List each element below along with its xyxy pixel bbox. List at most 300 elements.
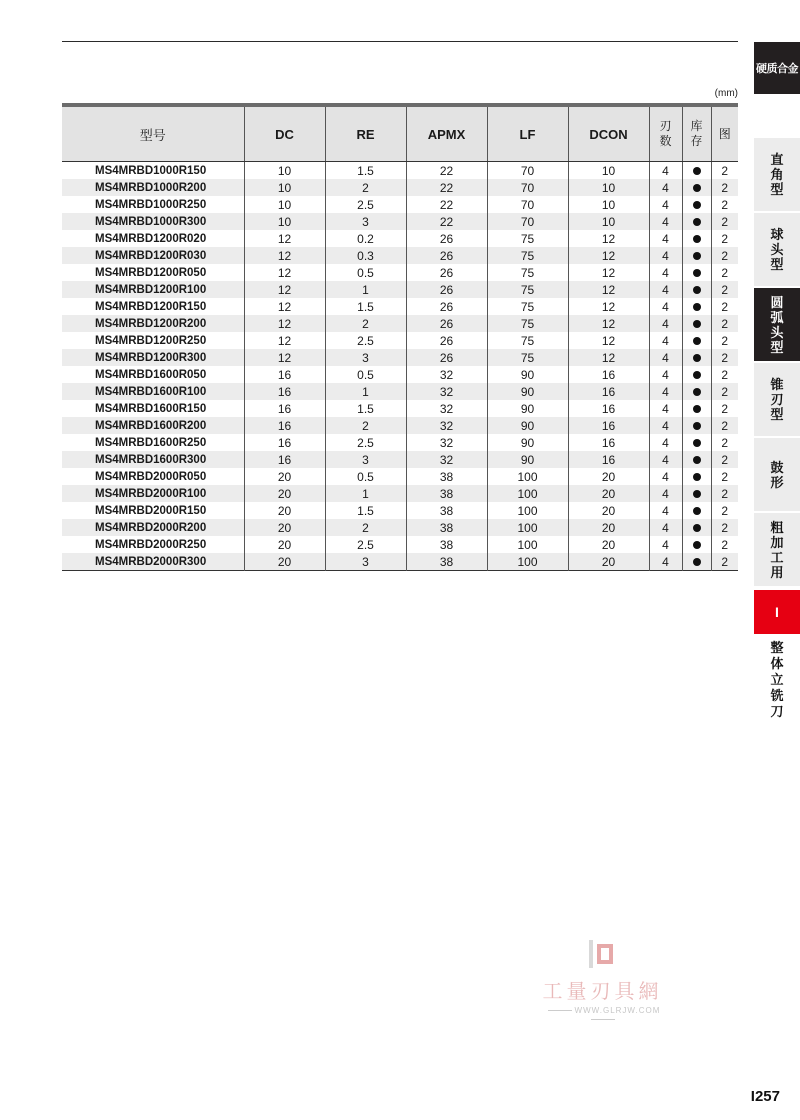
cell-dc: 16 [244,383,325,400]
cell-re: 3 [325,553,406,571]
cell-model: MS4MRBD2000R200 [62,519,244,536]
cell-re: 2.5 [325,196,406,213]
cell-fig: 2 [711,553,738,571]
cell-stock [682,162,711,180]
filled-circle-icon [693,167,701,175]
cell-dc: 12 [244,349,325,366]
cell-dc: 10 [244,179,325,196]
filled-circle-icon [693,303,701,311]
cell-fig: 2 [711,485,738,502]
watermark [530,940,675,1024]
cell-flutes: 4 [649,315,682,332]
cell-flutes: 4 [649,485,682,502]
cell-re: 1 [325,485,406,502]
filled-circle-icon [693,524,701,532]
cell-dc: 20 [244,553,325,571]
cell-model: MS4MRBD1600R050 [62,366,244,383]
cell-apmx: 22 [406,213,487,230]
cell-dcon: 12 [568,298,649,315]
cell-re: 2 [325,417,406,434]
top-rule [62,41,738,42]
filled-circle-icon [693,354,701,362]
header-apmx: APMX [406,105,487,162]
cell-dc: 16 [244,366,325,383]
filled-circle-icon [693,541,701,549]
cell-dc: 12 [244,315,325,332]
cell-dcon: 12 [568,264,649,281]
cell-model: MS4MRBD1200R150 [62,298,244,315]
table-row [62,349,738,366]
cell-re: 1.5 [325,298,406,315]
cell-flutes: 4 [649,349,682,366]
cell-lf: 100 [487,468,568,485]
cell-apmx: 26 [406,247,487,264]
cell-lf: 70 [487,162,568,180]
table-row [62,536,738,553]
section-letter-tab[interactable]: I [754,590,800,634]
cell-stock [682,400,711,417]
cell-fig: 2 [721,231,729,246]
cell-lf: 75 [487,264,568,281]
cell-model: MS4MRBD2000R100 [62,485,244,502]
sidebar-category-4[interactable] [754,438,800,513]
cell-dcon: 16 [568,383,649,400]
cell-stock [682,298,711,315]
cell-stock [682,366,711,383]
cell-re: 2.5 [325,536,406,553]
cell-dcon: 12 [568,332,649,349]
sidebar-category-label: 鼓形 [770,459,784,490]
cell-re: 3 [325,451,406,468]
cell-apmx: 26 [406,315,487,332]
cell-lf: 100 [487,519,568,536]
table-row [62,383,738,400]
cell-dcon: 10 [568,179,649,196]
cell-stock [682,417,711,434]
cell-fig: 2 [721,435,729,450]
table-row [62,502,738,519]
cell-apmx: 26 [406,298,487,315]
cell-stock [682,485,711,502]
cell-stock [682,383,711,400]
cell-apmx: 22 [406,196,487,213]
table-row [62,264,738,281]
cell-fig: 2 [721,367,729,382]
table-row [62,281,738,298]
cell-apmx: 32 [406,383,487,400]
cell-fig: 2 [711,281,738,298]
cell-flutes: 4 [649,179,682,196]
cell-dcon: 20 [568,468,649,485]
cell-flutes: 4 [649,298,682,315]
cell-fig: 2 [711,247,738,264]
cell-model: MS4MRBD1200R100 [62,281,244,298]
cell-lf: 100 [487,502,568,519]
cell-dc: 12 [244,247,325,264]
filled-circle-icon [693,490,701,498]
filled-circle-icon [693,405,701,413]
cell-re: 1 [325,383,406,400]
cell-flutes: 4 [649,400,682,417]
cell-stock [682,536,711,553]
cell-fig: 2 [721,163,729,178]
sidebar-category-label: 粗加工用 [770,519,784,580]
filled-circle-icon [693,473,701,481]
cell-dcon: 10 [568,162,649,180]
cell-re: 0.5 [325,468,406,485]
cell-model: MS4MRBD2000R050 [62,468,244,485]
cell-fig: 2 [721,537,729,552]
cell-flutes: 4 [649,451,682,468]
cell-dc: 10 [244,213,325,230]
cell-model: MS4MRBD1200R030 [62,247,244,264]
cell-apmx: 38 [406,502,487,519]
cell-dc: 12 [244,281,325,298]
cell-flutes: 4 [649,332,682,349]
sidebar-category-3[interactable] [754,363,800,438]
cell-fig: 2 [711,315,738,332]
cell-model: MS4MRBD2000R300 [62,553,244,571]
cell-apmx: 22 [406,162,487,180]
cell-stock [682,196,711,213]
header-lf: LF [487,105,568,162]
watermark-url: WWW.GLRJW.COM [574,1006,661,1015]
cell-dcon: 16 [568,434,649,451]
cell-dcon: 20 [568,519,649,536]
cell-apmx: 38 [406,468,487,485]
cell-fig: 2 [711,451,738,468]
filled-circle-icon [693,456,701,464]
cell-dc: 16 [244,451,325,468]
sidebar-category-2[interactable] [754,288,800,363]
header-model: 型号 [62,105,244,162]
cell-flutes: 4 [649,213,682,230]
cell-dc: 20 [244,468,325,485]
table-row [62,400,738,417]
filled-circle-icon [693,235,701,243]
cell-dc: 20 [244,502,325,519]
cell-re: 1.5 [325,162,406,180]
cell-stock [682,519,711,536]
cell-dc: 16 [244,400,325,417]
section-label-text: 整体立铣刀 [770,640,784,719]
cell-lf: 90 [487,417,568,434]
cell-dcon: 12 [568,230,649,247]
sidebar-category-5[interactable] [754,513,800,588]
cell-apmx: 38 [406,553,487,571]
cell-fig: 2 [721,469,729,484]
cell-flutes: 4 [649,553,682,571]
cell-lf: 70 [487,213,568,230]
cell-re: 2.5 [325,434,406,451]
filled-circle-icon [693,558,701,566]
watermark-url-line [530,1006,675,1024]
cell-lf: 70 [487,179,568,196]
cell-dcon: 12 [568,247,649,264]
cell-lf: 90 [487,434,568,451]
table-row [62,196,738,213]
cell-apmx: 26 [406,230,487,247]
header-fig: 图 [711,105,738,162]
cell-dcon: 20 [568,553,649,571]
cell-dcon: 10 [568,196,649,213]
cell-model: MS4MRBD2000R250 [62,536,244,553]
cell-lf: 75 [487,349,568,366]
cell-dcon: 20 [568,536,649,553]
cell-dcon: 20 [568,502,649,519]
cell-apmx: 26 [406,281,487,298]
spec-table [62,103,738,571]
cell-stock [682,230,711,247]
header-dc: DC [244,105,325,162]
filled-circle-icon [693,201,701,209]
cell-dcon: 12 [568,315,649,332]
cell-dc: 16 [244,434,325,451]
cell-lf: 90 [487,366,568,383]
header-stock [682,105,711,162]
cell-stock [682,451,711,468]
cell-flutes: 4 [649,468,682,485]
table-row [62,434,738,451]
sidebar-category-0[interactable] [754,138,800,213]
sidebar-category-label: 直角型 [770,152,784,197]
table-row [62,485,738,502]
cell-dc: 10 [244,162,325,180]
cell-dcon: 12 [568,349,649,366]
cell-model: MS4MRBD1000R200 [62,179,244,196]
cell-apmx: 32 [406,366,487,383]
filled-circle-icon [693,337,701,345]
watermark-name: 工量刃具網 [542,979,663,1003]
cell-stock [682,468,711,485]
cell-re: 0.5 [325,366,406,383]
cell-re: 0.2 [325,230,406,247]
sidebar-category-label: 锥刃型 [770,377,784,422]
cell-apmx: 26 [406,332,487,349]
cell-stock [682,179,711,196]
cell-fig: 2 [711,213,738,230]
cell-re: 0.5 [325,264,406,281]
watermark-logo-icon [589,940,617,968]
cell-apmx: 32 [406,400,487,417]
filled-circle-icon [693,371,701,379]
cell-stock [682,315,711,332]
cell-stock [682,213,711,230]
table-row [62,553,738,571]
filled-circle-icon [693,507,701,515]
cell-lf: 90 [487,400,568,417]
cell-stock [682,332,711,349]
cell-lf: 70 [487,196,568,213]
cell-dc: 20 [244,485,325,502]
cell-flutes: 4 [649,230,682,247]
filled-circle-icon [693,320,701,328]
cell-re: 0.3 [325,247,406,264]
cell-dc: 10 [244,196,325,213]
filled-circle-icon [693,439,701,447]
cell-re: 2 [325,519,406,536]
cell-apmx: 26 [406,349,487,366]
table-row [62,213,738,230]
sidebar-header-tab[interactable]: 硬质合金 [754,42,800,94]
cell-re: 1.5 [325,502,406,519]
cell-dc: 16 [244,417,325,434]
cell-lf: 75 [487,298,568,315]
cell-flutes: 4 [649,502,682,519]
sidebar-category-1[interactable] [754,213,800,288]
cell-re: 3 [325,213,406,230]
cell-model: MS4MRBD1200R250 [62,332,244,349]
cell-apmx: 32 [406,417,487,434]
cell-fig: 2 [711,417,738,434]
cell-stock [682,434,711,451]
cell-dc: 12 [244,264,325,281]
cell-dc: 12 [244,332,325,349]
cell-lf: 90 [487,451,568,468]
header-dcon: DCON [568,105,649,162]
table-body [62,162,738,571]
cell-lf: 75 [487,315,568,332]
cell-flutes: 4 [649,519,682,536]
cell-fig: 2 [711,383,738,400]
cell-flutes: 4 [649,383,682,400]
filled-circle-icon [693,269,701,277]
cell-re: 1 [325,281,406,298]
sidebar-category-label: 圆弧头型 [770,294,784,355]
cell-re: 2.5 [325,332,406,349]
header-flutes [649,105,682,162]
cell-model: MS4MRBD1200R050 [62,264,244,281]
cell-dcon: 20 [568,485,649,502]
cell-dcon: 16 [568,417,649,434]
cell-model: MS4MRBD1200R020 [62,230,244,247]
cell-flutes: 4 [649,162,682,180]
cell-dcon: 12 [568,281,649,298]
cell-flutes: 4 [649,417,682,434]
cell-apmx: 26 [406,264,487,281]
cell-apmx: 38 [406,519,487,536]
cell-fig: 2 [721,333,729,348]
table-row [62,417,738,434]
page-number: I257 [750,1088,780,1105]
cell-model: MS4MRBD1600R250 [62,434,244,451]
cell-dcon: 16 [568,451,649,468]
table-row [62,366,738,383]
cell-re: 2 [325,179,406,196]
cell-flutes: 4 [649,536,682,553]
cell-dcon: 16 [568,400,649,417]
cell-model: MS4MRBD1200R300 [62,349,244,366]
filled-circle-icon [693,184,701,192]
cell-fig: 2 [721,401,729,416]
sidebar-category-label: 球头型 [770,227,784,272]
cell-stock [682,502,711,519]
table-row [62,332,738,349]
cell-apmx: 22 [406,179,487,196]
cell-apmx: 38 [406,536,487,553]
cell-stock [682,247,711,264]
cell-lf: 75 [487,247,568,264]
cell-model: MS4MRBD1600R100 [62,383,244,400]
filled-circle-icon [693,286,701,294]
cell-lf: 100 [487,536,568,553]
cell-flutes: 4 [649,196,682,213]
cell-model: MS4MRBD1000R250 [62,196,244,213]
cell-fig: 2 [721,197,729,212]
cell-lf: 90 [487,383,568,400]
cell-fig: 2 [711,349,738,366]
table-row [62,298,738,315]
cell-re: 1.5 [325,400,406,417]
filled-circle-icon [693,218,701,226]
cell-lf: 75 [487,230,568,247]
cell-fig: 2 [711,179,738,196]
cell-model: MS4MRBD2000R150 [62,502,244,519]
cell-stock [682,349,711,366]
cell-apmx: 32 [406,434,487,451]
table-row [62,162,738,180]
cell-flutes: 4 [649,281,682,298]
cell-model: MS4MRBD1000R150 [62,162,244,180]
section-label [754,640,800,720]
cell-model: MS4MRBD1200R200 [62,315,244,332]
table-row [62,519,738,536]
cell-flutes: 4 [649,247,682,264]
cell-dc: 12 [244,298,325,315]
filled-circle-icon [693,252,701,260]
cell-lf: 75 [487,332,568,349]
cell-stock [682,553,711,571]
table-row [62,315,738,332]
cell-model: MS4MRBD1600R300 [62,451,244,468]
cell-fig: 2 [721,265,729,280]
cell-dc: 20 [244,536,325,553]
cell-flutes: 4 [649,264,682,281]
cell-dcon: 16 [568,366,649,383]
header-flutes-label: 刃数 [659,119,672,148]
cell-dc: 12 [244,230,325,247]
cell-apmx: 38 [406,485,487,502]
cell-fig: 2 [721,503,729,518]
header-stock-label: 库存 [690,119,703,148]
cell-model: MS4MRBD1600R150 [62,400,244,417]
header-re: RE [325,105,406,162]
cell-re: 3 [325,349,406,366]
cell-fig: 2 [721,299,729,314]
cell-model: MS4MRBD1600R200 [62,417,244,434]
cell-lf: 100 [487,553,568,571]
table-row [62,468,738,485]
cell-dcon: 10 [568,213,649,230]
cell-lf: 100 [487,485,568,502]
cell-fig: 2 [711,519,738,536]
cell-re: 2 [325,315,406,332]
cell-dc: 20 [244,519,325,536]
table-row [62,451,738,468]
cell-stock [682,264,711,281]
cell-flutes: 4 [649,366,682,383]
unit-label: (mm) [714,88,738,99]
filled-circle-icon [693,422,701,430]
cell-stock [682,281,711,298]
table-row [62,179,738,196]
cell-apmx: 32 [406,451,487,468]
cell-lf: 75 [487,281,568,298]
cell-flutes: 4 [649,434,682,451]
table-row [62,247,738,264]
table-row [62,230,738,247]
table-header-row [62,105,738,162]
